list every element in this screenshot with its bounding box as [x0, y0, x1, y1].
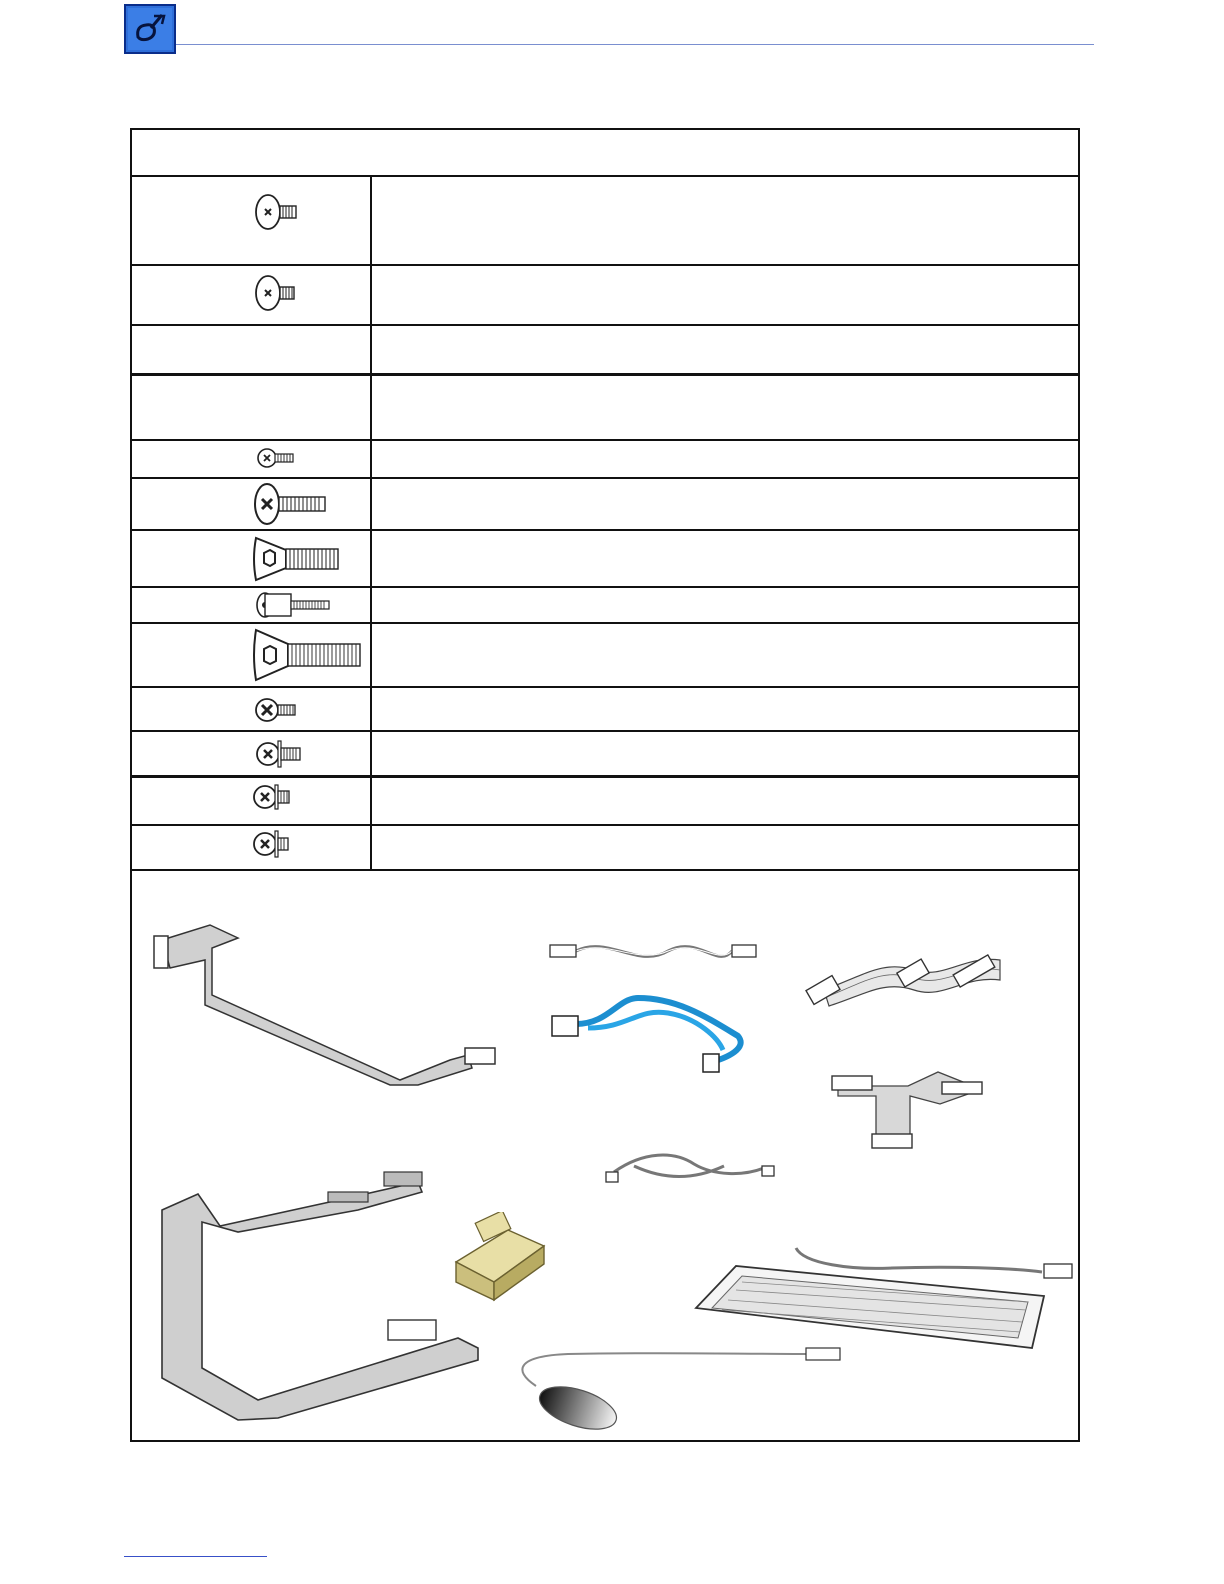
phillips-screw-icon	[254, 193, 300, 231]
long-hex-flat-head-screw-icon	[250, 628, 364, 682]
row-separator	[132, 529, 1078, 531]
flex-cable-icon	[158, 1168, 480, 1424]
row-separator	[132, 264, 1078, 266]
scsi-ribbon-cable-icon	[828, 1064, 986, 1154]
hex-standoff-screw-icon	[256, 591, 332, 619]
flanged-phillips-screw-icon	[253, 826, 293, 862]
row-separator	[132, 869, 1078, 871]
phillips-screw-icon	[254, 274, 300, 312]
ribbon-cable-icon	[150, 920, 502, 1090]
mouse-icon	[508, 1340, 848, 1430]
scsi-adapter-icon	[448, 1212, 552, 1304]
row-separator	[132, 373, 1078, 376]
row-separator	[132, 686, 1078, 688]
footer-rule	[124, 1556, 267, 1557]
phillips-screw-icon	[255, 694, 299, 726]
usb-cable-icon	[548, 935, 758, 969]
hex-flat-head-screw-icon	[250, 536, 342, 582]
row-separator	[132, 439, 1078, 441]
row-separator	[132, 730, 1078, 732]
table-title	[132, 130, 1078, 177]
apple-logo-icon	[124, 4, 176, 54]
network-cable-icon	[604, 1146, 776, 1186]
column-divider	[370, 177, 372, 869]
flanged-phillips-screw-icon	[253, 780, 293, 814]
long-phillips-screw-icon	[253, 482, 329, 526]
small-phillips-screw-icon	[257, 444, 297, 472]
power-cord-icon	[548, 988, 752, 1076]
row-separator	[132, 586, 1078, 588]
flanged-phillips-screw-icon	[256, 737, 304, 771]
header-rule	[176, 44, 1094, 45]
row-separator	[132, 477, 1078, 479]
ide-ribbon-cable-icon	[804, 940, 1008, 1008]
row-separator	[132, 775, 1078, 778]
row-separator	[132, 324, 1078, 326]
row-separator	[132, 622, 1078, 624]
